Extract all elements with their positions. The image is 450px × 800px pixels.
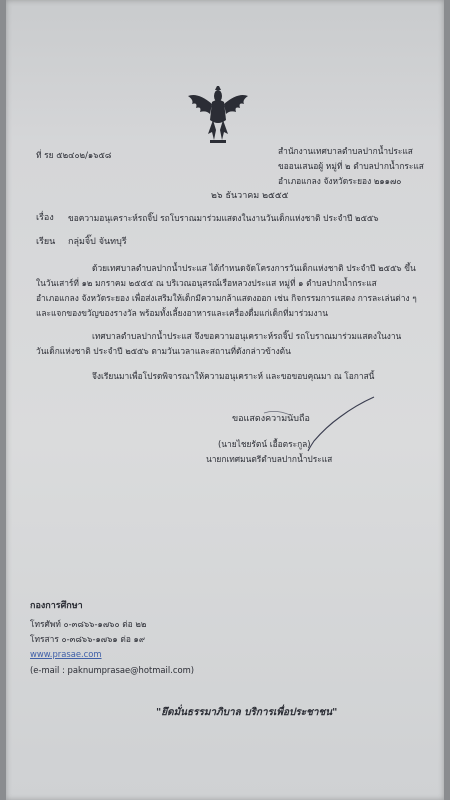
subject-text: ขอความอนุเคราะห์รถจิ๊ป รถโบราณมาร่วมแสดงในงานวันเด็กแห่งชาติ ประจำปี ๒๕๕๖ xyxy=(68,213,379,223)
paragraph-2-line-2: วันเด็กแห่งชาติ ประจำปี ๒๕๕๖ ตามวันเวลาและสถานที่ดังกล่าวข้างต้น xyxy=(36,346,291,356)
slogan: "ยึดมั่นธรรมาภิบาล บริการเพื่อประชาชน" xyxy=(156,707,338,718)
paragraph-2-line-1: เทศบาลตำบลปากน้ำประแส จึงขอความอนุเคราะห์รถจิ๊ป รถโบราณมาร่วมแสดงในงาน xyxy=(92,331,402,341)
paragraph-3: จึงเรียนมาเพื่อโปรดพิจารณาให้ความอนุเคราะห์ และขอขอบคุณมา ณ โอกาสนี้ xyxy=(92,371,375,381)
sender-line-3: อำเภอแกลง จังหวัดระยอง ๒๑๑๗๐ xyxy=(278,176,402,186)
closing: ขอแสดงความนับถือ xyxy=(232,414,310,424)
signer-title: นายกเทศมนตรีตำบลปากน้ำประแส xyxy=(206,454,333,464)
reference-number: ที่ รย ๕๒๔๐๒/๑๖๕๘ xyxy=(36,150,112,160)
paragraph-1-line-1: ด้วยเทศบาลตำบลปากน้ำประแส ได้กำหนดจัดโครงการวันเด็กแห่งชาติ ประจำปี ๒๕๕๖ ขึ้น xyxy=(92,263,416,273)
subject-label: เรื่อง xyxy=(36,213,54,223)
sender-line-2: ขออนเสนอผู้ หมู่ที่ ๒ ตำบลปากน้ำกระแส xyxy=(278,161,424,171)
department-name: กองการศึกษา xyxy=(30,601,83,611)
paragraph-1-line-4: และแจกของขวัญของรางวัล พร้อมทั้งเลี้ยงอาหารและเครื่องดื่มแก่เด็กที่มาร่วมงาน xyxy=(36,308,328,318)
signer-name: (นายไชยรัตน์ เอื้อตระกูล) xyxy=(218,439,311,449)
letter-page xyxy=(6,0,444,800)
sender-line-1: สำนักงานเทศบาลตำบลปากน้ำประแส xyxy=(278,146,413,156)
phone-number: โทรศัพท์ ๐-๓๘๖๖-๑๗๖๐ ต่อ ๒๒ xyxy=(30,619,147,629)
letter-date: ๒๖ ธันวาคม ๒๕๕๕ xyxy=(211,191,289,201)
garuda-emblem-icon xyxy=(186,86,250,144)
paragraph-1-line-3: อำเภอแกลง จังหวัดระยอง เพื่อส่งเสริมให้เด็กมีความกล้าแสดงออก เช่น กิจกรรมการแสดง การละเล่นต่าง ๆ xyxy=(36,293,417,303)
website-link[interactable]: www.prasae.com xyxy=(30,649,102,659)
email-address: (e-mail : paknumprasae@hotmail.com) xyxy=(30,665,194,675)
to-label: เรียน xyxy=(36,237,56,247)
to-text: กลุ่มจิ๊ป จันทบุรี xyxy=(68,237,127,247)
fax-number: โทรสาร ๐-๓๘๖๖-๑๗๖๑ ต่อ ๑๙ xyxy=(30,634,145,644)
paragraph-1-line-2: ในวันเสาร์ที่ ๑๒ มกราคม ๒๕๕๕ ณ บริเวณอนุสรณ์เรือหลวงประแส หมู่ที่ ๑ ตำบลปากน้ำกระแส xyxy=(36,278,377,288)
